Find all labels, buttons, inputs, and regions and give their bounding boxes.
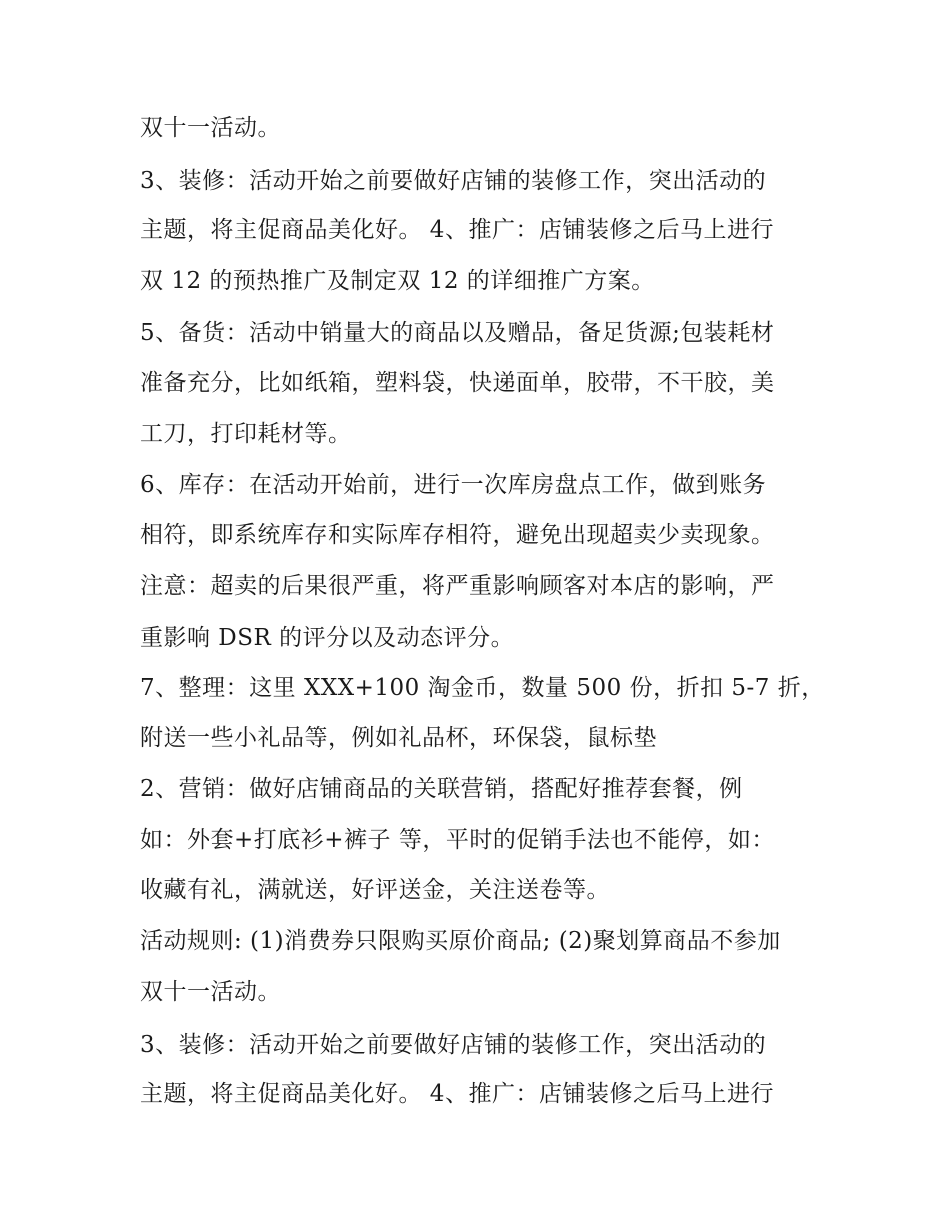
text-line: 3、装修：活动开始之前要做好店铺的装修工作，突出活动的 xyxy=(140,1032,767,1058)
text-line: 准备充分，比如纸箱，塑料袋，快递面单，胶带，不干胶，美 xyxy=(140,370,775,396)
text-line: 重影响 DSR 的评分以及动态评分。 xyxy=(140,625,515,651)
text-line: 3、装修：活动开始之前要做好店铺的装修工作，突出活动的 xyxy=(140,168,767,194)
text-line: 活动规则: (1)消费券只限购买原价商品; (2)聚划算商品不参加 xyxy=(140,928,781,954)
text-line: 双十一活动。 xyxy=(140,115,281,141)
text-line: 5、备货：活动中销量大的商品以及赠品，备足货源;包装耗材 xyxy=(140,320,775,346)
text-line: 如：外套+打底衫+裤子 等，平时的促销手法也不能停，如： xyxy=(140,827,775,853)
text-line: 相符，即系统库存和实际库存相符，避免出现超卖少卖现象。 xyxy=(140,522,775,548)
text-line: 注意：超卖的后果很严重，将严重影响顾客对本店的影响，严 xyxy=(140,573,775,599)
text-line: 主题，将主促商品美化好。 4、推广：店铺装修之后马上进行 xyxy=(140,217,774,243)
text-line: 主题，将主促商品美化好。 4、推广：店铺装修之后马上进行 xyxy=(140,1081,774,1107)
text-line: 7、整理：这里 XXX+100 淘金币，数量 500 份，折扣 5-7 折， xyxy=(140,675,825,701)
text-line: 附送一些小礼品等，例如礼品杯，环保袋，鼠标垫 xyxy=(140,725,657,751)
text-line: 双 12 的预热推广及制定双 12 的详细推广方案。 xyxy=(140,268,655,294)
text-line: 收藏有礼，满就送，好评送金，关注送卷等。 xyxy=(140,877,610,903)
text-line: 双十一活动。 xyxy=(140,979,281,1005)
text-line: 6、库存：在活动开始前，进行一次库房盘点工作，做到账务 xyxy=(140,472,767,498)
text-line: 2、营销：做好店铺商品的关联营销，搭配好推荐套餐，例 xyxy=(140,776,743,802)
text-line: 工刀，打印耗材等。 xyxy=(140,421,352,447)
